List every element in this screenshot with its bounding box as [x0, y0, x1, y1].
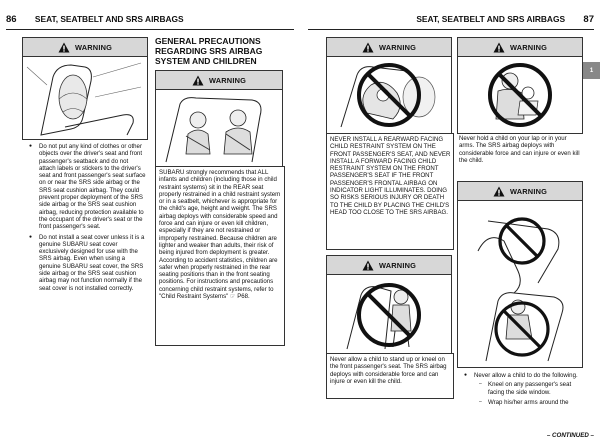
mid-warning-bar	[155, 70, 283, 90]
prohibited-child-on-lap-icon	[458, 57, 582, 133]
right-header-title: SEAT, SEATBELT AND SRS AIRBAGS	[416, 14, 566, 24]
left-header-title: SEAT, SEATBELT AND SRS AIRBAGS	[34, 14, 184, 24]
bullet-item: ● Do not put any kind of clothes or other objects over the driver's seat and front passenger's seatback and do not attach labels or stickers to the driver's seat and front passenger's seat surface on or near the SRS side airbag or the SRS seat cushion airbag. They could prevent proper deployment of the SRS side airbag or the SRS seat cushion airbag, reducing protection available to the occupant of the driver's seat or the front passenger's seat.	[39, 143, 146, 231]
warning-triangle-icon	[192, 75, 204, 86]
child-on-lap-illustration	[457, 56, 583, 134]
left-page-header	[6, 14, 294, 30]
warning-a-text: NEVER INSTALL A REARWARD FACING CHILD RESTRAINT SYSTEM ON THE FRONT PASSENGER'S SEAT, AND NEVER INSTALL A FORWARD FACING CHILD RESTRAINT SYSTEM ON THE FRONT PASSENGER'S SEAT IF THE FRONT PASSENGER'S FRONTAL AIRBAG ON INDICATOR LIGHT ILLUMINATES. DOING SO RISKS SERIOUS INJURY OR DEATH TO THE CHILD BY PLACING THE CHILD'S HEAD TOO CLOSE TO THE SRS AIRBAG.	[330, 136, 451, 216]
section-tab: 1	[583, 62, 600, 79]
warning-triangle-icon	[362, 260, 374, 271]
warning-triangle-icon	[493, 42, 505, 53]
warning-triangle-icon	[362, 42, 374, 53]
warning-d-list	[463, 372, 579, 409]
warning-a-text-box	[326, 133, 454, 250]
warning-b-bar	[457, 37, 583, 57]
rearward-child-seat-illustration	[326, 56, 452, 134]
warning-d-bullet: Never allow a child to do the following.	[474, 372, 578, 379]
bullet-item: ● Do not install a seat cover unless it is a genuine SUBARU seat cover exclusively designed for use with the SRS airbag. Even when using a genuine SUBARU seat cover, the SRS side airbag or the SRS seat cushion airbag may not function normally if the seat cover is not installed correctly.	[39, 234, 146, 292]
warning-c-label: WARNING	[378, 260, 417, 270]
seat-with-airbag-icon	[23, 57, 147, 139]
prohibited-kneeling-child-icon	[458, 201, 582, 367]
dash-item: – Wrap his/her arms around the	[488, 399, 579, 406]
bullet-item	[474, 372, 579, 406]
left-page-number: 86	[6, 14, 17, 25]
left-bullets	[28, 143, 146, 295]
warning-a-bar	[326, 37, 452, 57]
continued-marker: – CONTINUED –	[546, 432, 594, 439]
warning-b-label: WARNING	[509, 42, 548, 52]
dash-item: – Kneel on any passenger's seat facing the side window.	[488, 381, 579, 396]
warning-b-text: Never hold a child on your lap or in your arms. The SRS airbag deploys with considerable force and can injure or even kill the child.	[459, 135, 580, 164]
left-header-rule	[6, 29, 294, 30]
warning-c-text-box	[326, 353, 454, 399]
warning-triangle-icon	[58, 42, 70, 53]
child-rear-seat-illustration	[155, 89, 283, 167]
warning-triangle-icon	[493, 186, 505, 197]
warning-d-label: WARNING	[509, 186, 548, 196]
left-warning-label: WARNING	[74, 42, 113, 52]
right-page-number: 87	[583, 14, 594, 25]
section-title: GENERAL PRECAUTIONS REGARDING SRS AIRBAG SYSTEM AND CHILDREN	[155, 36, 263, 66]
warning-d-bar	[457, 181, 583, 201]
kneeling-child-illustration	[457, 200, 583, 368]
prohibited-standing-child-icon	[327, 275, 451, 353]
warning-a-label: WARNING	[378, 42, 417, 52]
warning-c-text: Never allow a child to stand up or kneel on the front passenger's seat. The SRS airbag deploys with considerable force and can injure or even kill the child.	[330, 356, 447, 385]
mid-warning-text-box	[155, 166, 285, 346]
right-page-header	[308, 14, 594, 30]
right-header-rule	[308, 29, 594, 30]
seat-airbag-illustration	[22, 56, 148, 140]
mid-warning-label: WARNING	[208, 75, 247, 85]
left-warning-bar	[22, 37, 148, 57]
standing-child-illustration	[326, 274, 452, 354]
prohibited-rear-facing-seat-icon	[327, 57, 451, 133]
children-in-rear-seat-icon	[156, 90, 282, 166]
mid-warning-text: SUBARU strongly recommends that ALL infants and children (including those in child restraint systems) sit in the REAR seat properly restrained in a child restraint system or in a seatbelt, whichever is appropriate for the child's age, height and weight. The SRS airbag deploys with considerable speed and force and can injure or even kill children, especially if they are not restrained or improperly restrained. Because children are lighter and weaker than adults, their risk of being injured from deployment is greater. According to accident statistics, children are safer when properly restrained in the rear seating positions than in the front seating positions. For instructions and precautions concerning child restraint systems, refer to "Child Restraint Systems" ☞ P68.	[159, 169, 281, 301]
warning-c-bar	[326, 255, 452, 275]
